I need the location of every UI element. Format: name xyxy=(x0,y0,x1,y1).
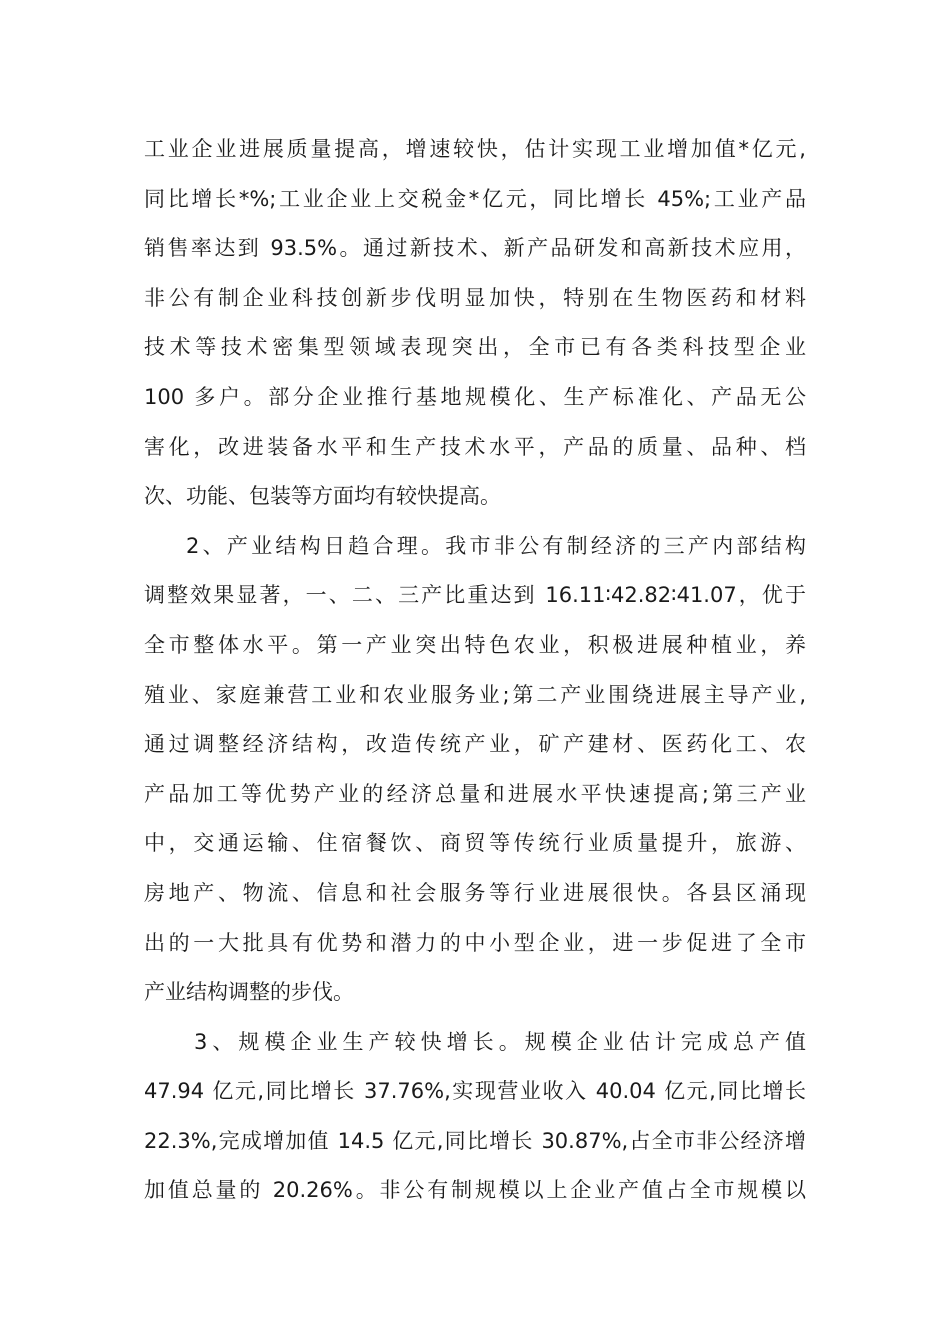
text-line: 殖业、家庭兼营工业和农业服务业;第二产业围绕进展主导产业, xyxy=(144,682,806,707)
text-line: 调整效果显著，一、二、三产比重达到 16.11∶42.82∶41.07，优于 xyxy=(144,583,806,608)
text-line: 非公有制企业科技创新步伐明显加快，特别在生物医药和材料 xyxy=(144,285,806,310)
text-line: 产品加工等优势产业的经济总量和进展水平快速提高;第三产业 xyxy=(144,781,806,806)
text-line: 加值总量的 20.26%。非公有制规模以上企业产值占全市规模以 xyxy=(144,1178,806,1203)
text-line: 技术等技术密集型领域表现突出，全市已有各类科技型企业 xyxy=(144,335,806,360)
text-line: 通过调整经济结构，改造传统产业，矿产建材、医药化工、农 xyxy=(144,732,806,757)
text-line: 房地产、物流、信息和社会服务等行业进展很快。各县区涌现 xyxy=(144,880,806,905)
text-line: 同比增长*%;工业企业上交税金*亿元，同比增长 45%;工业产品 xyxy=(144,186,806,211)
document-body xyxy=(144,125,806,1216)
text-line: 产业结构调整的步伐。 xyxy=(144,980,354,1005)
text-line: 22.3%,完成增加值 14.5 亿元,同比增长 30.87%,占全市非公经济增 xyxy=(144,1128,806,1153)
paragraph-industrial-quality xyxy=(144,125,806,522)
text-line: 100 多户。部分企业推行基地规模化、生产标准化、产品无公 xyxy=(144,384,806,409)
paragraph-industry-structure xyxy=(144,522,806,1018)
paragraph-scale-enterprises xyxy=(144,1018,806,1216)
text-line: 全市整体水平。第一产业突出特色农业，积极进展种植业，养 xyxy=(144,632,806,657)
text-line: 销售率达到 93.5%。通过新技术、新产品研发和高新技术应用， xyxy=(144,236,806,261)
text-line: 出的一大批具有优势和潜力的中小型企业，进一步促进了全市 xyxy=(144,930,806,955)
text-line: 3、规模企业生产较快增长。规模企业估计完成总产值 xyxy=(194,1029,806,1054)
text-line: 2、产业结构日趋合理。我市非公有制经济的三产内部结构 xyxy=(186,533,806,558)
text-line: 害化，改进装备水平和生产技术水平，产品的质量、品种、档 xyxy=(144,434,806,459)
text-line: 次、功能、包装等方面均有较快提高。 xyxy=(144,484,501,509)
text-line: 中，交通运输、住宿餐饮、商贸等传统行业质量提升，旅游、 xyxy=(144,831,806,856)
text-line: 工业企业进展质量提高，增速较快，估计实现工业增加值*亿元, xyxy=(144,137,806,161)
text-line: 47.94 亿元,同比增长 37.76%,实现营业收入 40.04 亿元,同比增长 xyxy=(144,1079,806,1104)
